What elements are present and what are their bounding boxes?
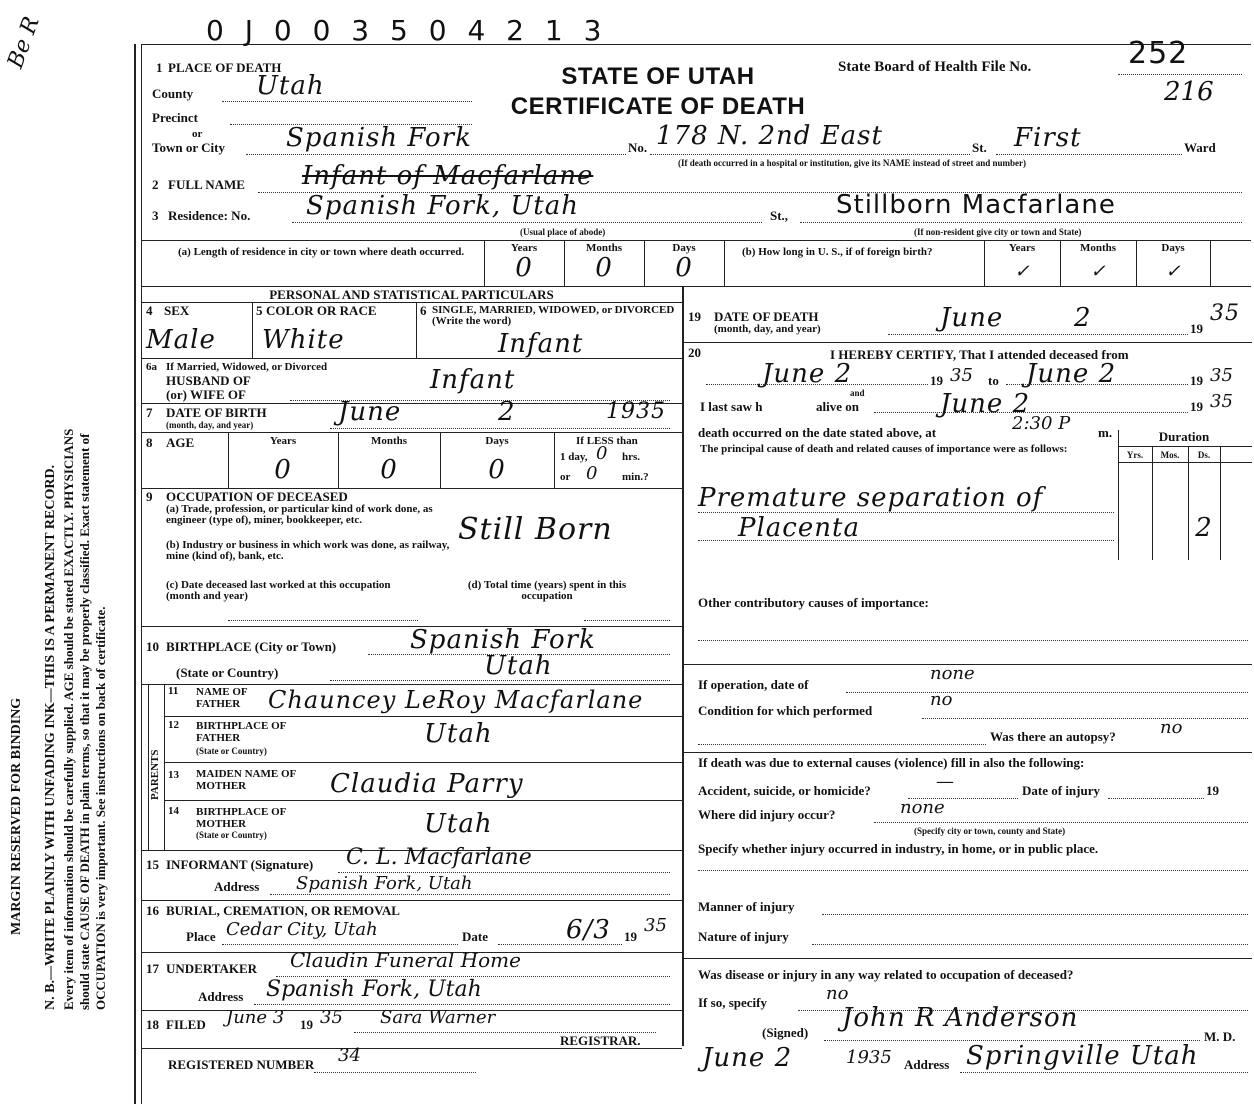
spouse-label3: (or) WIFE OF: [166, 387, 246, 402]
filed-year-prefix: 19: [300, 1017, 313, 1032]
external-intro: If death was due to external causes (violence) fill in also the following:: [698, 755, 1085, 770]
autopsy-label: Was there an autopsy?: [990, 729, 1116, 744]
burial-date-label: Date: [462, 929, 488, 944]
county-value: Utah: [256, 71, 325, 101]
related-label: Was disease or injury in any way related to occupation of deceased?: [698, 967, 1074, 982]
age-months: 0: [380, 455, 398, 485]
cause-secondary: Placenta: [738, 513, 860, 543]
accident-value: —: [936, 771, 954, 792]
name-typed: Stillborn Macfarlane: [836, 190, 1116, 220]
margin-nb-line4: OCCUPATION is very important. See instructions on back of certificate.: [93, 606, 108, 1010]
injury-year-prefix: 19: [1206, 783, 1219, 798]
mother-label: MAIDEN NAME OF MOTHER: [196, 768, 296, 792]
birthplace-city: Spanish Fork: [410, 625, 596, 655]
burial-year: 35: [644, 915, 667, 936]
last-saw-date: June 2: [940, 389, 1031, 419]
ward-value: First: [1014, 123, 1082, 153]
nonresident-note: (If non-resident give city or town and State): [914, 227, 1082, 237]
informant-address-label: Address: [214, 879, 260, 894]
ifso-value: no: [826, 983, 849, 1004]
death-month: June: [940, 303, 1004, 333]
death-year-prefix: 19: [1190, 321, 1203, 336]
age-years: 0: [274, 455, 292, 485]
residence-num: 3: [152, 208, 159, 223]
cause-label: The principal cause of death and related causes of importance were as follows:: [700, 443, 1068, 455]
dur-months-header: Mos.: [1160, 450, 1180, 460]
residence-st-label: St.,: [770, 208, 789, 223]
signed-date: June 2: [702, 1043, 793, 1073]
hours-label: hrs.: [622, 451, 641, 463]
residence-length-label: (a) Length of residence in city or town where death occurred.: [178, 246, 465, 258]
other-causes-label: Other contributory causes of importance:: [698, 595, 929, 610]
condition-value: no: [930, 689, 953, 710]
occupation-num: 9: [146, 489, 153, 504]
dob-day: 2: [498, 397, 516, 427]
filed-label: FILED: [166, 1017, 206, 1032]
name-num: 2: [152, 177, 159, 192]
burial-label: BURIAL, CREMATION, OR REMOVAL: [166, 903, 400, 918]
residence-days: 0: [675, 253, 693, 283]
where-value: none: [900, 797, 945, 818]
occupation-a-label: (a) Trade, profession, or particular kind of work done, as engineer (type of), miner, bookkeeper, etc.: [166, 503, 433, 526]
usual-abode-note: (Usual place of abode): [520, 227, 606, 237]
burial-year-prefix: 19: [624, 929, 637, 944]
md-label: M. D.: [1204, 1029, 1236, 1044]
attended-from-year: 35: [950, 365, 973, 386]
dur-years-header: Yrs.: [1126, 450, 1144, 460]
operation-value: none: [930, 663, 975, 684]
birthplace-state: Utah: [484, 651, 553, 681]
margin-nb-line2: Every item of information should be carefully supplied. AGE should be stated EXACTLY. PHYSICIANS: [61, 428, 76, 1010]
parents-side-label: PARENTS: [149, 749, 161, 800]
county-label: County: [152, 86, 194, 101]
occupation-c-label: (c) Date deceased last worked at this occupation (month and year): [166, 579, 391, 602]
filed-date: June 3: [226, 1007, 285, 1028]
us-days: ✓: [1165, 261, 1181, 282]
registrar-signature: Sara Warner: [380, 1007, 496, 1028]
or-label: or: [192, 128, 203, 140]
less-minutes: 0: [586, 463, 598, 484]
to-year-prefix: 19: [1190, 373, 1203, 388]
age-years-header: Years: [269, 435, 297, 447]
last-saw-label: I last saw h: [700, 399, 763, 414]
less-hours: 0: [596, 443, 608, 464]
manner-label: Manner of injury: [698, 899, 795, 914]
color-label: COLOR OR RACE: [266, 303, 377, 318]
ward-label: Ward: [1184, 140, 1216, 155]
reg-number: 34: [338, 1045, 361, 1066]
town-value: Spanish Fork: [286, 123, 472, 153]
age-label: AGE: [166, 435, 195, 450]
filed-year: 35: [320, 1007, 343, 1028]
father-num: 11: [168, 685, 179, 697]
cause-duration-days: 2: [1195, 513, 1213, 543]
birthplace-num: 10: [146, 639, 159, 654]
death-date-label: DATE OF DEATH: [714, 309, 819, 324]
color-num: 5: [256, 303, 263, 318]
burial-date: 6/3: [566, 915, 611, 945]
death-year: 35: [1210, 301, 1240, 326]
attended-to: June 2: [1026, 359, 1117, 389]
sex-value: Male: [146, 325, 216, 355]
duration-label: Duration: [1158, 429, 1210, 444]
residence-months: 0: [595, 253, 613, 283]
margin-nb-line1: N. B.—WRITE PLAINLY WITH UNFADING INK—THIS IS A PERMANENT RECORD.: [43, 464, 58, 1010]
residence-years: 0: [515, 253, 533, 283]
serial-number: 0 J 0 0 3 5 0 4 2 1 3: [206, 14, 608, 47]
saw-year-prefix: 19: [1190, 399, 1203, 414]
accident-label: Accident, suicide, or homicide?: [698, 783, 871, 798]
informant-label: INFORMANT (Signature): [166, 857, 314, 872]
street-label: St.: [972, 140, 987, 155]
years-header: Years: [510, 242, 538, 254]
registrar-label: REGISTRAR.: [560, 1033, 641, 1048]
spouse-value: Infant: [430, 365, 516, 395]
marital-label: SINGLE, MARRIED, WIDOWED, or DIVORCED (Write the word): [432, 304, 675, 327]
us-years-header: Years: [1008, 242, 1036, 254]
us-months-header: Months: [1079, 242, 1117, 254]
certificate-title: CERTIFICATE OF DEATH: [510, 93, 806, 120]
spouse-num: 6a: [146, 361, 157, 373]
occupation-value: Still Born: [458, 512, 613, 547]
informant-address: Spanish Fork, Utah: [296, 873, 473, 894]
local-number: 216: [1164, 77, 1214, 107]
and-note: and: [850, 388, 865, 398]
informant-signature: C. L. Macfarlane: [346, 845, 532, 870]
street-no-value: 178 N. 2nd East: [656, 121, 883, 151]
physician-address-label: Address: [904, 1057, 950, 1072]
age-months-header: Months: [370, 435, 408, 447]
father-birthplace-num: 12: [168, 719, 179, 731]
alive-label: alive on: [816, 399, 859, 414]
dob-label: DATE OF BIRTH: [166, 405, 267, 420]
mother-birthplace-num: 14: [168, 805, 179, 817]
attended-from: June 2: [762, 359, 853, 389]
father-label: NAME OF FATHER: [196, 686, 248, 710]
age-days-header: Days: [485, 435, 509, 447]
name-label: FULL NAME: [168, 177, 245, 192]
file-number: 252: [1128, 36, 1189, 71]
marital-num: 6: [420, 303, 427, 318]
dob-num: 7: [146, 405, 153, 420]
state-title: STATE OF UTAH: [561, 63, 755, 90]
birthplace-label: BIRTHPLACE (City or Town): [166, 639, 337, 654]
corner-initials: Be R: [3, 13, 45, 72]
foreign-birth-label: (b) How long in U. S., if of foreign birth?: [742, 246, 933, 258]
signed-label: (Signed): [762, 1025, 809, 1040]
mother-birthplace-label: BIRTHPLACE OF MOTHER: [196, 806, 286, 830]
mother-birthplace: Utah: [424, 809, 493, 839]
undertaker-label: UNDERTAKER: [166, 961, 258, 976]
us-months: ✓: [1090, 261, 1106, 282]
father-birthplace-sub: (State or Country): [196, 746, 267, 756]
death-occurred-label: death occurred on the date stated above, at: [698, 425, 937, 440]
place-heading: PLACE OF DEATH: [168, 60, 282, 75]
precinct-label: Precinct: [152, 110, 198, 125]
occupation-b-label: (b) Industry or business in which work was done, as railway, mine (kind of), bank, etc.: [166, 539, 450, 562]
column-divider: [682, 286, 684, 1046]
operation-label: If operation, date of: [698, 677, 809, 692]
physician-signature: John R Anderson: [842, 1003, 1079, 1033]
marital-value: Infant: [498, 329, 584, 359]
name-value: Infant of Macfarlane: [302, 161, 594, 191]
burial-place-label: Place: [186, 929, 216, 944]
condition-label: Condition for which performed: [698, 703, 873, 718]
days-header: Days: [672, 242, 696, 254]
certify-text: I HEREBY CERTIFY, That I attended deceased from: [830, 347, 1129, 362]
autopsy-value: no: [1160, 717, 1183, 738]
from-year-prefix: 19: [930, 373, 943, 388]
death-day: 2: [1074, 303, 1092, 333]
injury-date-label: Date of injury: [1022, 783, 1100, 798]
age-num: 8: [146, 435, 153, 450]
specify-label: Specify whether injury occurred in industry, in home, or in public place.: [698, 841, 1099, 856]
personal-heading: PERSONAL AND STATISTICAL PARTICULARS: [269, 287, 554, 302]
color-value: White: [262, 325, 345, 355]
father-name: Chauncey LeRoy Macfarlane: [268, 686, 644, 714]
us-years: ✓: [1014, 261, 1030, 282]
street-no-label: No.: [628, 140, 648, 155]
left-frame-line: [134, 44, 136, 1104]
dur-days-header: Ds.: [1197, 450, 1211, 460]
where-sub: (Specify city or town, county and State): [914, 826, 1066, 836]
undertaker-address-label: Address: [198, 989, 244, 1004]
nature-label: Nature of injury: [698, 929, 789, 944]
undertaker-name: Claudin Funeral Home: [290, 948, 521, 972]
sex-label: SEX: [164, 303, 190, 318]
age-days: 0: [488, 455, 506, 485]
death-date-num: 19: [688, 309, 701, 324]
less-label2: 1 day,: [560, 451, 588, 463]
father-birthplace-label: BIRTHPLACE OF FATHER: [196, 720, 286, 744]
cause-primary: Premature separation of: [698, 483, 1044, 513]
spouse-label1: If Married, Widowed, or Divorced: [166, 361, 328, 373]
months-header: Months: [585, 242, 623, 254]
dob-year: 1935: [606, 399, 666, 424]
town-label: Town or City: [152, 140, 225, 155]
time-m-label: m.: [1098, 425, 1113, 440]
last-saw-year: 35: [1210, 391, 1233, 412]
residence-label: Residence: No.: [168, 208, 251, 223]
where-label: Where did injury occur?: [698, 807, 836, 822]
hospital-note: (If death occurred in a hospital or institution, give its NAME instead of street and number): [678, 158, 1027, 168]
father-birthplace: Utah: [424, 719, 493, 749]
mother-birthplace-sub: (State or Country): [196, 830, 267, 840]
margin-nb-line3: should state CAUSE OF DEATH in plain terms, so that it may be properly classified. Exact statement of: [77, 433, 92, 1010]
minutes-label: min.?: [622, 471, 649, 483]
birthplace-state-label: (State or Country): [176, 665, 279, 680]
filed-num: 18: [146, 1017, 159, 1032]
mother-name: Claudia Parry: [330, 769, 524, 799]
ifso-label: If so, specify: [698, 995, 767, 1010]
certify-num: 20: [688, 345, 701, 360]
burial-num: 16: [146, 903, 159, 918]
to-label: to: [988, 373, 999, 388]
death-date-sub: (month, day, and year): [714, 323, 821, 335]
less-label1: If LESS than: [576, 435, 638, 447]
min-or-label: or: [560, 471, 571, 483]
reg-number-label: REGISTERED NUMBER: [168, 1057, 315, 1072]
us-days-header: Days: [1161, 242, 1185, 254]
mother-num: 13: [168, 769, 179, 781]
margin-binding-label: MARGIN RESERVED FOR BINDING: [9, 697, 24, 935]
occupation-d-label: (d) Total time (years) spent in this occupation: [467, 579, 627, 602]
informant-num: 15: [146, 857, 159, 872]
attended-to-year: 35: [1210, 365, 1233, 386]
physician-address: Springville Utah: [966, 1041, 1199, 1071]
board-file-label: State Board of Health File No.: [838, 59, 1032, 75]
dob-sub: (month, day, and year): [166, 420, 254, 430]
undertaker-address: Spanish Fork, Utah: [266, 977, 482, 1002]
place-num: 1: [156, 60, 163, 75]
death-time: 2:30 P: [1012, 413, 1071, 434]
occupation-label: OCCUPATION OF DECEASED: [166, 489, 348, 504]
burial-place: Cedar City, Utah: [226, 919, 378, 940]
dob-month: June: [338, 397, 402, 427]
undertaker-num: 17: [146, 961, 159, 976]
sex-num: 4: [146, 303, 153, 318]
signed-year: 1935: [846, 1047, 892, 1068]
residence-value: Spanish Fork, Utah: [306, 191, 579, 221]
left-frame-line-inner: [141, 44, 142, 1104]
spouse-label2: HUSBAND OF: [166, 373, 251, 388]
